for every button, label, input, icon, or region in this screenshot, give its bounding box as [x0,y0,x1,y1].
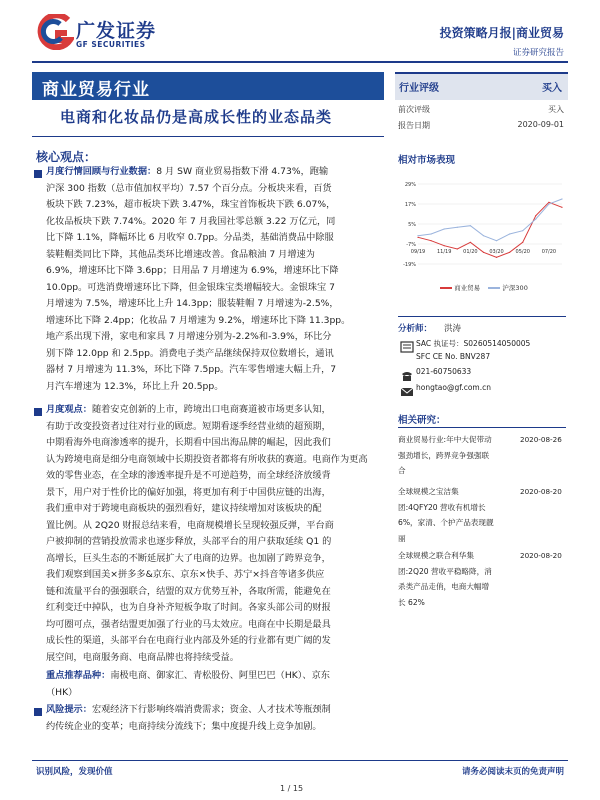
paragraph-lead: 风险提示： [46,704,92,715]
rating-label: 行业评级 [399,83,439,94]
related-item[interactable] [398,548,524,610]
paragraph-lead: 月度观点： [46,404,92,415]
related-item-date: 2020-08-26 [520,435,562,444]
text-line: 10.0pp。可选消费增速环比下降，但金银珠宝类增幅较大。金银珠宝 7 [46,281,335,293]
data-point [548,202,549,203]
text-line: 月增速为 7.5%，增速环比上升 14.3pp；服装鞋帽 7 月增速为-2.5%， [46,298,339,309]
rating-bar [395,72,568,100]
y-tick-label: -7% [406,242,416,248]
related-item-line: 强劲增长，跨界竞争强强联 [398,450,490,460]
text-line: 板块下跌 7.23%，超市板块下跌 3.47%，珠宝首饰板块下跌 6.07%， [46,199,336,210]
report-type: 证券研究报告 [512,48,564,58]
data-point [430,233,431,234]
related-item-line: 合 [398,466,406,475]
data-point [522,242,523,243]
footer-slogan: 识别风险，发现价值 [36,767,113,777]
report-headline: 电商和化妆品仍是高成长性的业态品类 [60,108,333,126]
data-point [509,252,510,253]
analyst-sfc: SFC CE No. BNV287 [416,352,491,361]
text-line: 我们观察到国美×拼多多&京东、京东×快手、苏宁×抖音等诸多供应 [46,569,325,580]
data-point [496,257,497,258]
text-line: 户被抑制的营销投放需求也逐步释放，头部平台的用户获取延续 Q1 的 [46,536,332,547]
text-line: 器材 7 月增速为 11.3%，环比下降 7.5pp。汽车零售增速大幅上升，7 [46,364,337,375]
chart-heading: 相对市场表现 [398,155,456,166]
data-point [535,215,536,216]
data-point [535,218,536,219]
data-point [444,245,445,246]
previous-rating-row [398,104,566,115]
text-line: （HK） [46,686,78,698]
report-series: 投资策略月报|商业贸易 [439,26,564,40]
text-line: 约传统企业的变革；电商持续分流线下；集中度提升线上竞争加剧。 [46,720,322,732]
rating-value: 买入 [542,83,562,94]
industry-title: 商业贸易行业 [42,80,150,100]
paragraph-market-review [46,164,378,395]
data-point [457,227,458,228]
text-line: 别下降 12.0pp 和 2.5pp。消费电子类产品继续保持双位数增长，通讯 [46,347,334,359]
text-line: 化妆品板块下跌 7.74%。2020 年 7 月我国社零总额 3.22 万亿元，同 [46,215,336,227]
analyst-sac: SAC 执证号：S0260514050005 [416,339,531,348]
data-point [522,230,523,231]
headline-divider [32,136,384,137]
text-line: 比下降 1.1%，降幅环比 6 月收窄 0.7pp。分品类，基础消费品中除服 [46,232,334,243]
text-line: 6.9%，增速环比下降 3.6pp；日用品 7 月增速为 6.9%，增速环比下降 [46,265,339,276]
data-point [561,207,562,208]
email-icon [400,383,414,395]
data-point [496,240,497,241]
related-item-line: 长 62% [398,597,425,607]
analyst-divider [398,316,566,317]
data-point [444,228,445,229]
x-tick-label: 11/19 [436,249,452,255]
data-point [483,235,484,236]
certificate-icon [400,338,414,350]
header-divider [32,61,568,63]
legend-swatch-2 [488,287,500,289]
text-line: 地产系出现下滑，家电和家具 7 月增速分别为-2.2%和-3.9%，环比分 [46,331,332,342]
bullet-icon [34,708,42,716]
chart-legend [440,283,528,292]
report-date-label: 报告日期 [398,121,430,130]
paragraph-recommendations [46,668,378,701]
analyst-label: 分析师： [398,324,433,334]
text-line: 8 月 SW 商业贸易指数下滑 4.73%，跑输 [156,166,329,177]
chart-svg [398,178,566,286]
text-line: 增速环比下降 2.4pp；化妆品 7 月增速为 9.2%，增速环比下降 11.3pp。 [46,314,351,326]
related-item[interactable] [398,432,524,479]
series-line-2 [418,199,562,241]
logo-icon [34,14,74,50]
footer-divider [32,760,568,761]
x-tick-label: 09/19 [410,249,426,255]
report-date-row [398,120,566,131]
x-tick-label: 01/20 [463,249,478,255]
previous-rating-label: 前次评级 [398,105,430,114]
text-line: 南极电商、御家汇、青松股份、阿里巴巴（HK）、京东 [110,670,330,681]
industry-title-bar [32,72,384,100]
text-line: 我们重申对于跨境电商板块的强烈看好，建议持续增加对该板块的配 [46,503,322,514]
analyst-name: 洪涛 [444,324,462,334]
x-tick-label: 05/20 [515,249,530,255]
legend-swatch-1 [440,287,452,289]
text-line: 沪深 300 指数（总市值加权平均）7.57 个百分点。分板块来看，百货 [46,182,332,194]
related-item-line: 丽 [398,533,406,543]
related-item-line: 杀类产品走俏，电商大幅增 [398,582,490,591]
related-divider [398,427,566,428]
core-views-heading: 核心观点： [36,150,97,164]
bullet-icon [34,170,42,178]
text-line: 有助于改变投资者过往对行业的顾虑。短期看逐季经营业绩的超预期， [46,420,331,432]
report-date-value: 2020-09-01 [517,120,564,129]
paragraph-lead: 重点推荐品种： [46,670,111,681]
x-tick-label: 07/20 [541,249,557,255]
data-point [417,235,418,236]
data-point [561,198,562,199]
page-number: 1 / 15 [280,784,304,793]
related-item-date: 2020-08-20 [520,487,562,496]
text-line: 认为跨境电商是细分电商领域中长期投资者都将有所收获的赛道。电商作为更高 [46,453,368,465]
data-point [509,233,510,234]
text-line: 展空间，电商服务商、电商品牌也将持续受益。 [46,651,239,663]
data-point [470,242,471,243]
y-tick-label: 29% [404,182,416,188]
text-line: 成长性的渠道，头部平台在电商行业内部及外延的行业都有更广阔的发 [46,635,331,646]
related-item-line: 全球规模之宝洁集 [398,487,459,496]
logo-cn-text: 广发证券 [76,20,157,42]
text-line: 宏观经济下行影响终端消费需求；资金、人才技术等瓶颈制 [91,704,331,715]
logo-en-text: GF SECURITIES [76,40,146,49]
paragraph-monthly-view [46,402,378,666]
legend-label-1: 商业贸易 [454,284,481,292]
related-item[interactable] [398,484,524,546]
text-line: 装鞋帽类同比下降，其他品类环比增速改善。食品粮油 7 月增速为 [46,248,315,260]
text-line: 景下，用户对于性价比的偏好加强，将更加有利于中国供应链的出海， [46,486,331,498]
related-item-date: 2020-08-20 [520,551,562,560]
data-point [430,240,431,241]
related-research-heading: 相关研究： [398,415,446,426]
bullet-icon [34,408,42,416]
data-point [417,237,418,238]
text-line: 链和流量平台的强强联合，结盟的双方优势互补，各取所需，能避免在 [46,585,331,597]
related-item-line: 全球规模之联合利华集 [398,551,474,560]
related-item-line: 6%，家清、个护产品表现靓 [398,518,494,527]
text-line: 中期看海外电商渗透率的提升，长期看中国出海品牌的崛起，因此我们 [46,437,331,448]
text-line: 效的零售业态，在全球的渗透率提升是不可逆趋势，而全球经济放缓背 [46,470,331,481]
text-line: 均可圈可点，强者结盟更加强了行业的马太效应。电商在中长期是最具 [46,618,331,630]
text-line: 随着安克创新的上市，跨境出口电商赛道被市场更多认知， [91,404,331,415]
text-line: 红利变迁中掉队，也为自身补齐短板争取了时间。各家头部公司的财报 [46,602,331,613]
relative-performance-chart [398,178,566,286]
analyst-email[interactable]: hongtao@gf.com.cn [416,383,491,392]
y-tick-label: 17% [404,202,416,208]
data-point [457,248,458,249]
data-point [483,252,484,253]
related-item-line: 商业贸易行业:年中大促带动 [398,435,492,444]
related-item-line: 团:2Q20 营收平稳略降，消 [398,566,492,576]
y-tick-label: -19% [403,262,416,268]
data-point [470,225,471,226]
text-line: 高增长，巨头生态的不断延展扩大了电商的边界。也加剧了跨界竞争， [46,552,331,564]
previous-rating-value: 买入 [548,105,564,114]
phone-icon [400,367,414,379]
text-line: 置比例。从 2Q20 财报总结来看，电商规模增长呈现较强反弹，平台商 [46,519,334,531]
paragraph-lead: 月度行情回顾与行业数据： [46,166,157,177]
related-item-line: 团:4QFY20 营收有机增长 [398,502,486,512]
legend-label-2: 沪深300 [502,284,528,292]
paragraph-risk [46,702,378,735]
data-point [548,203,549,204]
y-tick-label: 5% [408,222,416,228]
footer-disclaimer: 请务必阅读末页的免责声明 [461,767,564,777]
analyst-phone: 021-60750633 [416,367,472,376]
text-line: 月汽车增速为 12.3%，环比上升 20.5pp。 [46,380,224,392]
x-tick-label: 03/20 [489,249,504,255]
